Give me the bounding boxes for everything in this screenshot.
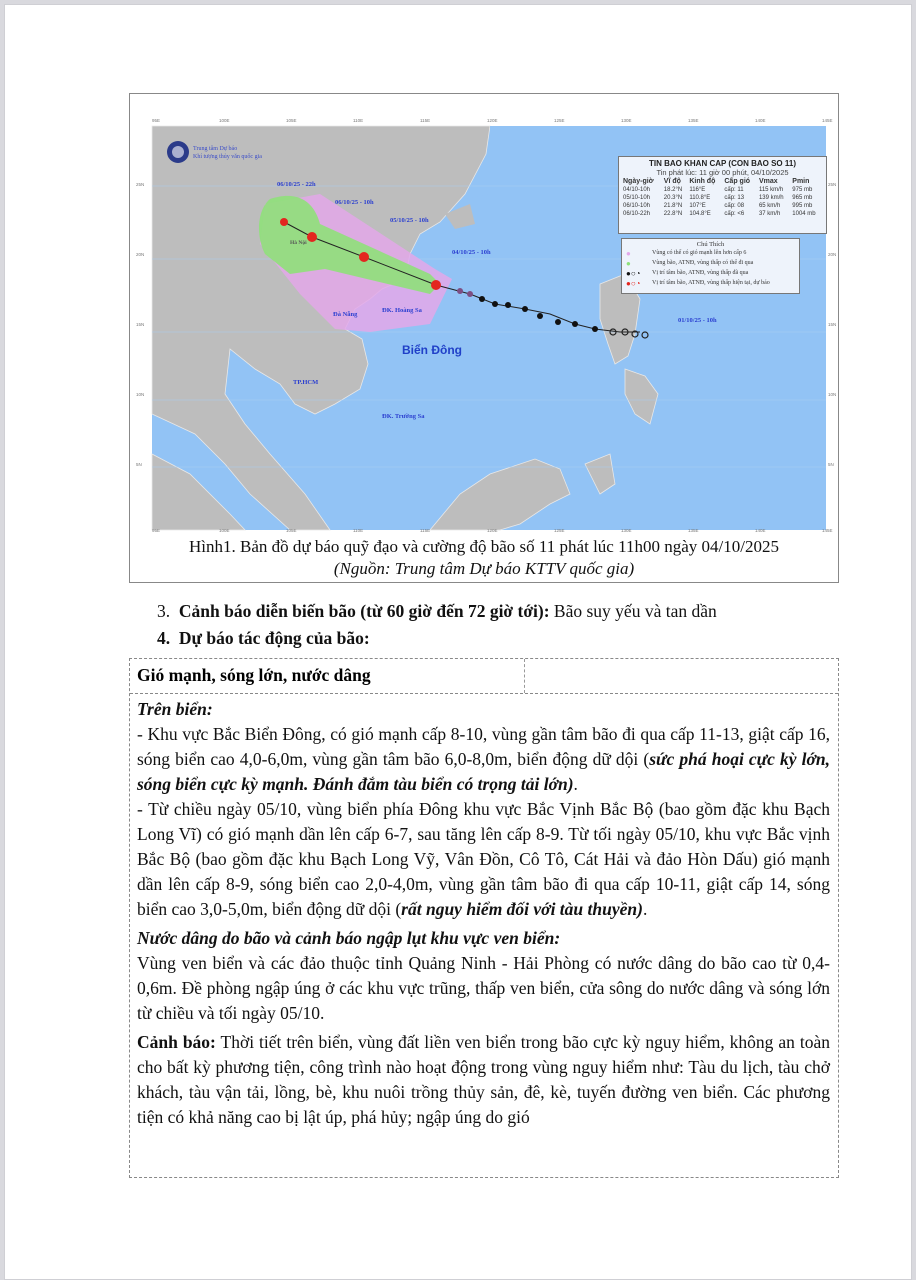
info-cell: 20.3°N [663,195,683,201]
info-column-header: Kinh độ [689,178,716,185]
info-row [622,210,823,218]
info-cell: 65 km/h [758,203,781,209]
info-issued: Tin phát lúc: 11 giờ 00 phút, 04/10/2025 [656,168,789,177]
info-cell: 965 mb [792,195,813,201]
figure-caption [130,536,838,580]
info-cell: cấp: 08 [724,203,745,209]
section-4-heading: 4. Dự báo tác động của bão: [157,628,370,648]
region-label-bien-dong: Biển Đông [402,343,462,357]
info-cell: 116°E [689,187,706,193]
lat-tick-label: 20N [828,252,837,257]
info-cell: 139 km/h [758,195,784,201]
section-3-text: Bão suy yếu và tan dần [549,601,717,621]
lon-tick-label: 140E [755,528,766,533]
info-column-header: Pmin [792,178,810,185]
info-cell: 22.8°N [663,211,683,217]
track-label-2: 06/10/25 - 10h [335,199,374,206]
info-cell: cấp: 13 [724,195,745,201]
place-label-truongsa: ĐK. Trường Sa [382,413,425,420]
sea-paragraph-2: - Từ chiều ngày 05/10, vùng biển phía Đông khu vực Bắc Vịnh Bắc Bộ (bao gồm đặc khu Bạch Long Vĩ) có gió mạnh dần lên cấp 6-7, sau tăng lên cấp 8-9. Từ tối ngày 05/10, khu vực Bắc vịnh Bắc Bộ (bao gồm đặc khu Bạch Long Vỹ, Vân Đồn, Cô Tô, Cát Hải và đảo Hòn Dấu) gió mạnh dần lên cấp 8-9, sóng biển cao 2,0-4,0m, vùng gần tâm bão đi qua cấp 10-11, giật cấp 14, sóng biển cao 3,0-5,0m, biển động dữ dội (rất nguy hiểm đối với tàu thuyền). [137,799,830,919]
info-column-header: Ngày-giờ [623,178,654,185]
info-cell: 115 km/h [758,187,784,193]
impact-table-header: Gió mạnh, sóng lớn, nước dâng [130,659,525,693]
legend-title: Chú Thích [696,241,725,248]
lon-tick-label: 125E [554,528,565,533]
place-label-hoangsa: ĐK. Hoàng Sa [382,307,422,314]
storm-map-figure [129,93,839,583]
impact-table-body [130,694,838,1130]
legend-item: ●○◔ Vị trí tâm bão, ATNĐ, vùng thấp hiện tại, dự báo [626,278,770,288]
lat-tick-label: 20N [136,252,145,257]
storm-track-map [130,94,838,534]
info-row [622,194,823,202]
lon-tick-label: 105E [286,118,297,123]
lat-tick-label: 25N [136,182,145,187]
lon-tick-label: 115E [420,118,431,123]
lon-tick-label: 100E [219,528,230,533]
lon-tick-label: 125E [554,118,565,123]
lon-tick-label: 110E [353,118,364,123]
impact-table-header-empty [525,659,838,693]
track-label-5: 01/10/25 - 10h [678,317,717,324]
track-label-1: 06/10/25 - 22h [277,181,316,188]
caption-title: Hình1. Bản đồ dự báo quỹ đạo và cường độ bão số 11 phát lúc 11h00 ngày 04/10/2025 [189,537,779,556]
org-logo-line2: Khí tượng thủy văn quốc gia [193,154,262,160]
track-label-4: 04/10/25 - 10h [452,249,491,256]
sea-title: Trên biển: [137,699,213,719]
info-column-header: Cấp gió [724,178,751,185]
document-page [4,4,912,1280]
lon-tick-label: 140E [755,118,766,123]
legend-item: ● Vùng bão, ATNĐ, vùng thấp có thể đi qua [626,258,754,268]
info-table [622,177,823,218]
info-cell: 05/10-10h [623,195,651,201]
info-cell: cấp: 11 [724,187,744,193]
impact-table-header-row [130,659,838,694]
pink-dot-icon: ● [626,248,631,258]
lat-tick-label: 5N [828,462,834,467]
lon-tick-label: 110E [353,528,364,533]
warning-paragraph: Cảnh báo: Thời tiết trên biển, vùng đất liền ven biển trong bão cực kỳ nguy hiểm, không an toàn cho bất kỳ phương tiện, công trình nào hoạt động trong vùng nguy hiểm như: Tàu du lịch, tàu chở khách, tàu vận tải, lồng, bè, khu nuôi trồng thủy sản, đê, kè, tuyến đường ven biển. Các phương tiện có khả năng cao bị lật úp, phá hủy; ngập úng do gió [137,1032,830,1127]
lat-tick-label: 15N [828,322,837,327]
lon-tick-label: 130E [621,528,632,533]
surge-title: Nước dâng do bão và cảnh báo ngập lụt khu vực ven biển: [137,928,561,948]
lat-tick-label: 5N [136,462,142,467]
sea-paragraph-1: - Khu vực Bắc Biển Đông, có gió mạnh cấp 8-10, vùng gần tâm bão đi qua cấp 11-13, giật cấp 16, sóng biển cao 4,0-6,0m, vùng gần tâm bão 6,0-8,0m, biển động dữ dội (sức phá hoại cực kỳ lớn, sóng biển cực kỳ mạnh. Đánh đắm tàu biển có trọng tải lớn). [137,724,830,794]
lon-tick-label: 135E [688,528,699,533]
info-cell: 21.8°N [663,203,683,209]
info-cell: 104.8°E [689,211,711,217]
lon-tick-label: 145E [822,528,833,533]
org-logo-line1: Trung tâm Dự báo [193,146,238,152]
green-dot-icon: ● [626,258,631,268]
info-row [622,186,823,194]
lat-tick-label: 10N [828,392,837,397]
section-4-title: Dự báo tác động của bão: [178,628,370,648]
lat-tick-label: 25N [828,182,837,187]
info-cell: 37 km/h [758,211,781,217]
info-column-header: Vĩ độ [663,178,681,185]
track-label-3: 05/10/25 - 10h [390,217,429,224]
legend-item: ● Vùng có thể có gió mạnh lên hơn cấp 6 [626,248,747,258]
info-cell: 1004 mb [792,211,816,217]
info-cell: 995 mb [792,203,813,209]
legend-item: ●○◔ Vị trí tâm bão, ATNĐ, vùng thấp đã qua [626,268,749,278]
section-3-title: Cảnh báo diễn biến bão (từ 60 giờ đến 72 giờ tới): [178,601,550,621]
storm-info-box [618,156,827,234]
info-cell: 06/10-22h [623,211,651,217]
lon-tick-label: 120E [487,118,498,123]
info-cell: 110.8°E [689,195,711,201]
info-cell: 975 mb [792,187,813,193]
lat-tick-label: 10N [136,392,145,397]
info-cell: 18.2°N [663,187,683,193]
caption-source: (Nguồn: Trung tâm Dự báo KTTV quốc gia) [333,559,635,578]
info-cell: 04/10-10h [623,187,651,193]
forecast-storm-symbol-icon: ●○◔ [626,278,641,288]
info-cell: cấp: <6 [724,211,745,217]
lon-tick-label: 95E [152,118,161,123]
lon-tick-label: 145E [822,118,833,123]
info-row [622,202,823,210]
lon-tick-label: 105E [286,528,297,533]
lon-tick-label: 100E [219,118,230,123]
lon-tick-label: 115E [420,528,431,533]
section-3-heading: 3. Cảnh báo diễn biến bão (từ 60 giờ đến 72 giờ tới): Bão suy yếu và tan dần [157,601,717,621]
place-label-danang: Đà Nẵng [333,311,358,318]
info-column-header: Vmax [758,178,778,185]
impact-table [129,658,839,1178]
map-legend [621,238,800,294]
lon-tick-label: 120E [487,528,498,533]
lon-tick-label: 95E [152,528,161,533]
place-label-hanoi: Hà Nội [290,240,307,246]
info-cell: 06/10-10h [623,203,651,209]
lon-tick-label: 130E [621,118,632,123]
past-storm-symbol-icon: ●○◔ [626,268,641,278]
info-cell: 107°E [689,203,706,209]
lon-tick-label: 135E [688,118,699,123]
lat-tick-label: 15N [136,322,145,327]
surge-paragraph: Vùng ven biển và các đảo thuộc tỉnh Quảng Ninh - Hải Phòng có nước dâng do bão cao từ 0,4-0,6m. Đề phòng ngập úng ở các khu vực trũng, thấp ven biển, cửa sông do nước dâng và sóng lớn từ chiều và tối ngày 05/10. [137,953,830,1023]
info-title: TIN BAO KHAN CAP (CON BAO SO 11) [649,159,796,168]
place-label-hcm: TP.HCM [293,379,319,386]
